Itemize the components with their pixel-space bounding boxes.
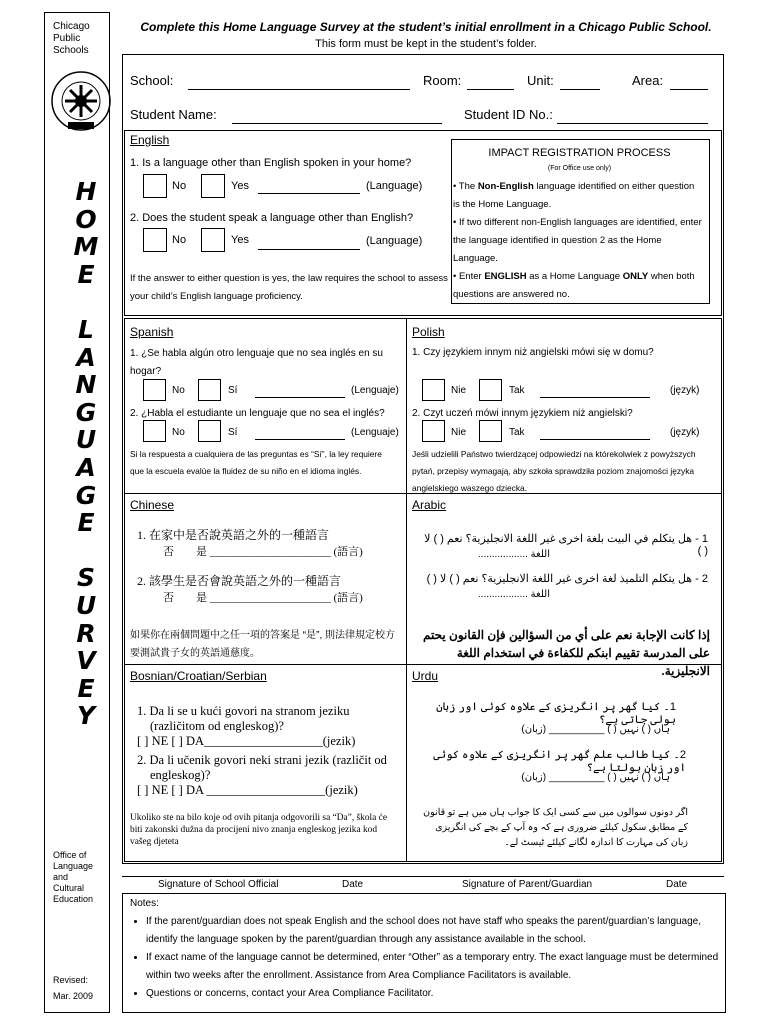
notes-label: Notes:: [130, 898, 159, 909]
org-name: Chicago Public Schools: [53, 21, 90, 56]
polish-q2-language-field[interactable]: [540, 439, 650, 440]
polish-note: Jeśli udzielili Państwo twierdzącej odpowiedzi na którekolwiek z powyższych pytań, przepisy wymagają, aby szkoła sprawdziła poziom znajomości języka angielskiego waszego dziecka.: [412, 449, 696, 493]
chinese-q2: 2. 該學生是否會說英語之外的一種語言: [137, 574, 342, 588]
urdu-q1-options: ہاں ( ) نہیں ( ) __________ (زبان): [521, 724, 670, 735]
impact-office-use: (For Office use only): [547, 165, 612, 172]
chinese-q1-options: 否 是 ______________________ (語言): [163, 546, 363, 558]
english-q1-no-checkbox[interactable]: [143, 174, 167, 198]
polish-q1-language-label: (język): [670, 385, 700, 396]
spanish-q1-yes-label: Sí: [228, 385, 238, 396]
revised-label: Revised:: [53, 975, 89, 985]
impact-list: [453, 178, 703, 304]
polish-q2-yes-checkbox[interactable]: [479, 420, 502, 442]
school-label: School:: [130, 73, 174, 88]
parent-signature-label: Signature of Parent/Guardian: [462, 879, 593, 890]
bosnian-q2-options: [ ] NE [ ] DA ___________________(jezik): [137, 783, 358, 797]
spanish-q1-yes-checkbox[interactable]: [198, 379, 221, 401]
urdu-q2-options: ہاں ( ) نہیں ( ) __________ (زبان): [521, 772, 670, 783]
english-q2-language-field[interactable]: [258, 249, 360, 250]
english-q2-yes-checkbox[interactable]: [201, 228, 225, 252]
english-q2-no-checkbox[interactable]: [143, 228, 167, 252]
bosnian-q2-cont: engleskog)?: [150, 768, 211, 782]
arabic-q1: 1 - هل يتكلم في البيت بلغة اخرى غير اللغة الانجليزية؟ نعم ( ) لا ( ): [424, 533, 708, 557]
spanish-q1-no-checkbox[interactable]: [143, 379, 166, 401]
seal-logo: [50, 70, 112, 132]
english-q1: 1. Is a language other than English spoken in your home?: [130, 157, 412, 169]
vertical-title: H O M E L A N G U A G E S U R V E Y: [73, 177, 99, 731]
spanish-q1: 1. ¿Se habla algún otro lenguaje que no sea inglés en su hogar?: [130, 348, 383, 377]
arabic-note: إذا كانت الإجابة نعم على أي من السؤالين فإن القانون يحتم على المدرسة تقييم ابنكم للكفاءة في استخدام اللغة الانجليزية.: [422, 628, 710, 678]
bosnian-questions: [137, 704, 387, 798]
urdu-q2: 2۔ کیا طالب علم گھر پر انگریزی کے علاوہ کوئی اور زبان بولتا ہے؟: [433, 749, 686, 774]
grid-vertical-divider: [406, 318, 407, 861]
polish-q2: 2. Czyt uczeń mówi innym językiem niż angielski?: [412, 408, 633, 419]
chinese-q2-options: 否 是 ______________________ (語言): [163, 592, 363, 604]
polish-heading: Polish: [412, 325, 445, 339]
chinese-note: 如果你在兩個問題中之任一項的答案是 “是”, 則法律規定校方要測試貴子女的英語通慈度。: [130, 630, 395, 659]
spanish-note: Si la respuesta a cualquiera de las preguntas es “Sí”, la ley requiere que la escuela evalúe la fluidez de su niño en el idioma inglés.: [130, 449, 382, 476]
english-q2-language-label: (Language): [366, 235, 423, 247]
arabic-q1-language: اللغة ..................: [477, 549, 550, 560]
spanish-q2-language-field[interactable]: [255, 439, 345, 440]
bosnian-note: Ukoliko ste na bilo koje od ovih pitanja odgovorili sa “Da”, škola će biti zakonski dužna da procijeni nivo znanja engleskog jezika kod vašeg djeteta: [130, 813, 387, 847]
polish-q2-no-label: Nie: [451, 427, 467, 438]
signature-line[interactable]: [122, 876, 724, 877]
school-official-signature-label: Signature of School Official: [158, 879, 279, 890]
urdu-heading: Urdu: [412, 669, 439, 683]
spanish-q2-no-checkbox[interactable]: [143, 420, 166, 442]
polish-q1-yes-label: Tak: [509, 385, 525, 396]
bosnian-q1-options: [ ] NE [ ] DA___________________(jezik): [137, 734, 356, 748]
english-q1-yes-label: Yes: [231, 180, 249, 192]
chinese-heading: Chinese: [130, 498, 175, 512]
spanish-q1-language-label: (Lenguaje): [351, 385, 399, 396]
english-q2-yes-label: Yes: [231, 234, 249, 246]
english-q1-yes-checkbox[interactable]: [201, 174, 225, 198]
polish-q1-no-label: Nie: [451, 385, 467, 396]
spanish-q2-yes-label: Sí: [228, 427, 238, 438]
revised-date: Mar. 2009: [53, 991, 94, 1001]
bosnian-q2: 2. Da li učenik govori neki strani jezik (različit od: [137, 753, 387, 767]
polish-q1: 1. Czy językiem innym niż angielski mówi się w domu?: [412, 347, 654, 358]
english-heading: English: [130, 133, 170, 147]
spanish-q2-yes-checkbox[interactable]: [198, 420, 221, 442]
spanish-q2: 2. ¿Habla el estudiante un lenguaje que no sea el inglés?: [130, 408, 385, 419]
student-name-label: Student Name:: [130, 107, 217, 122]
notes-list: [128, 913, 726, 1003]
arabic-heading: Arabic: [412, 498, 447, 512]
polish-q2-language-label: (język): [670, 427, 700, 438]
english-q2: 2. Does the student speak a language other than English?: [130, 212, 414, 224]
school-field[interactable]: [188, 89, 410, 90]
page-subtitle: This form must be kept in the student’s folder.: [315, 38, 537, 50]
official-date-label: Date: [342, 879, 364, 890]
student-name-field[interactable]: [232, 123, 442, 124]
student-id-field[interactable]: [557, 123, 708, 124]
student-id-label: Student ID No.:: [464, 107, 553, 122]
urdu-q1: 1۔ کیا گھر پر انگریزی کے علاوہ کوئی اور زبان بولی جاتی ہے؟: [436, 701, 676, 726]
english-q2-no-label: No: [172, 234, 187, 246]
unit-field[interactable]: [560, 89, 600, 90]
english-note: If the answer to either question is yes, the law requires the school to assess your child’s English language proficiency.: [130, 273, 448, 302]
polish-q1-yes-checkbox[interactable]: [479, 379, 502, 401]
bosnian-q1: 1. Da li se u kući govori na stranom jeziku: [137, 704, 350, 718]
arabic-q2-language: اللغة ..................: [477, 589, 550, 600]
spanish-q1-no-label: No: [172, 385, 185, 396]
area-field[interactable]: [670, 89, 708, 90]
spanish-q2-no-label: No: [172, 427, 185, 438]
area-label: Area:: [632, 73, 664, 88]
bosnian-heading: Bosnian/Croatian/Serbian: [130, 669, 267, 683]
bosnian-q1-cont: (različitom od engleskog)?: [150, 719, 284, 733]
polish-q2-no-checkbox[interactable]: [422, 420, 445, 442]
note-item: • If the parent/guardian does not speak English and the school does not have staff who speaks the parent/guardian’s language, identify the language spoken by the parent/guardian through any assistance available in the school.: [146, 913, 726, 949]
english-q1-language-field[interactable]: [258, 193, 360, 194]
office-name: Office of Language and Cultural Education: [53, 850, 94, 904]
spanish-q1-language-field[interactable]: [255, 397, 345, 398]
impact-title: IMPACT REGISTRATION PROCESS: [488, 147, 671, 159]
note-item: • If exact name of the language cannot be determined, enter “Other” as a temporary entry. The exact language must be determined within two weeks after the enrollment. Assistance from Area Compliance Facilitators is available.: [146, 949, 726, 985]
impact-bullet-1: • The Non-English language identified on either question is the Home Language.: [453, 181, 695, 210]
urdu-note: اگر دونوں سوالوں میں سے کسی ایک کا جواب ہاں میں ہے تو قانون کے مطابق سکول کیلئے ضروری ہے کہ وہ آپ کے بچے کی انگریزی زبان کی مہارت کا اندازہ لگانے کیلئے ٹیسٹ لے۔: [423, 807, 688, 848]
spanish-heading: Spanish: [130, 325, 174, 339]
note-item: • Questions or concerns, contact your Area Compliance Facilitator.: [146, 985, 726, 1003]
room-label: Room:: [423, 73, 462, 88]
arabic-q2: 2 - هل يتكلم التلميذ لغة اخرى غير اللغة الانجليزية؟ نعم ( ) لا ( ): [426, 573, 708, 585]
room-field[interactable]: [467, 89, 514, 90]
impact-bullet-3: • Enter ENGLISH as a Home Language ONLY when both questions are answered no.: [453, 271, 695, 300]
page-title: Complete this Home Language Survey at the student’s initial enrollment in a Chicago Public School.: [140, 20, 712, 34]
impact-bullet-2: • If two different non-English languages are identified, enter the language identified in question 2 as the Home Language.: [453, 217, 702, 264]
english-q1-no-label: No: [172, 180, 187, 192]
chinese-q1: 1. 在家中是否說英語之外的一種語言: [137, 528, 330, 542]
polish-q2-yes-label: Tak: [509, 427, 525, 438]
unit-label: Unit:: [527, 73, 554, 88]
polish-q1-language-field[interactable]: [540, 397, 650, 398]
polish-q1-no-checkbox[interactable]: [422, 379, 445, 401]
spanish-q2-language-label: (Lenguaje): [351, 427, 399, 438]
parent-date-label: Date: [666, 879, 688, 890]
english-q1-language-label: (Language): [366, 180, 423, 192]
